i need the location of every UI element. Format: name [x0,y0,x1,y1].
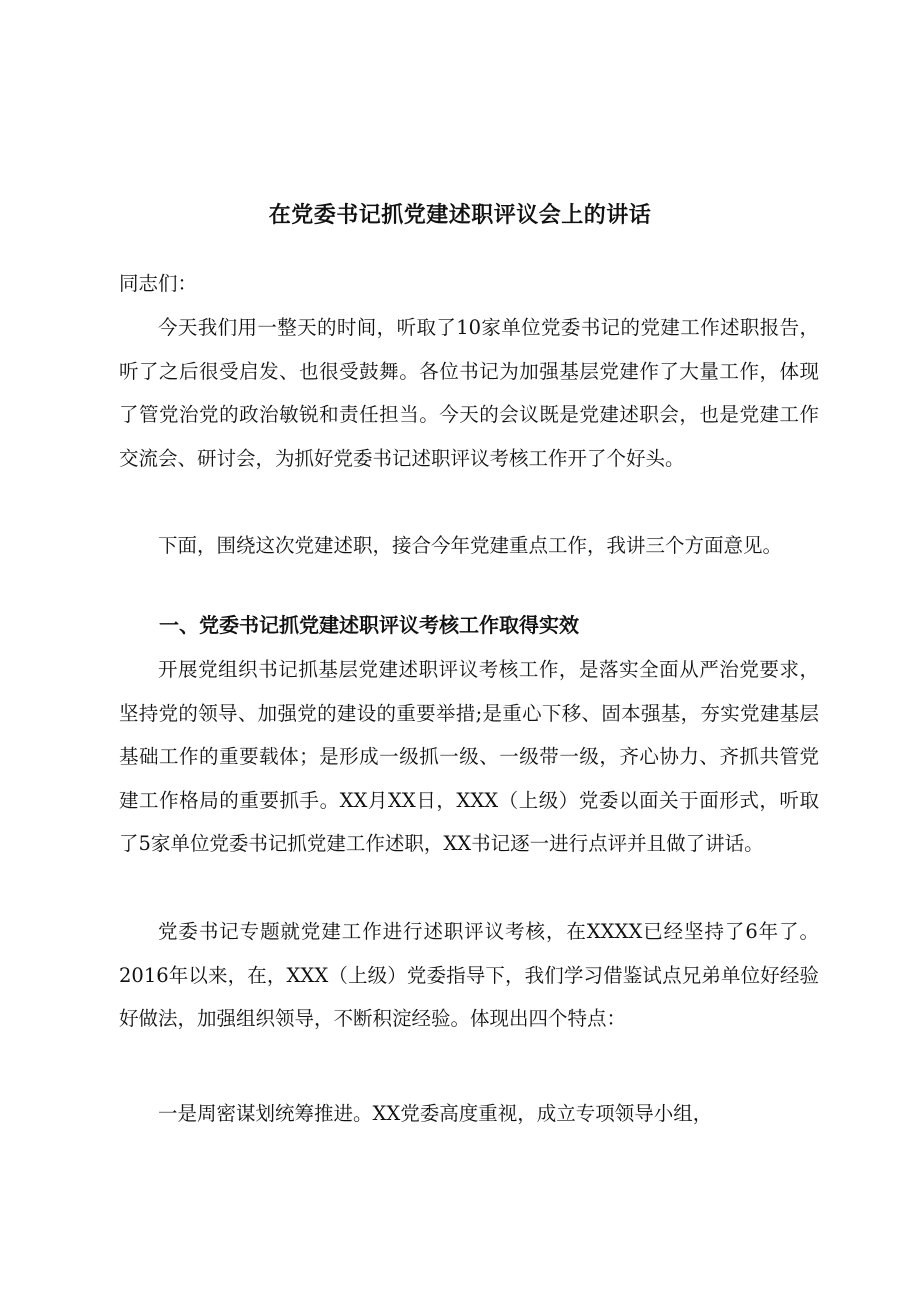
paragraph-section1-history: 党委书记专题就党建工作进行述职评议考核，在XXXX已经坚持了6年了。2016年以来，在，XXX（上级）党委指导下，我们学习借鉴试点兄弟单位好经验好做法，加强组织领导，不断积淀经验。体现出四个特点： [119,920,819,1031]
paragraph-outline: 下面，围绕这次党建述职，接合今年党建重点工作，我讲三个方面意见。 [158,534,783,557]
document-title: 在党委书记抓党建述职评议会上的讲话 [268,203,652,228]
paragraph-section1-point1: 一是周密谋划统筹推进。XX党委高度重视，成立专项领导小组， [158,1102,713,1125]
paragraph-section1-intro: 开展党组织书记抓基层党建述职评议考核工作，是落实全面从严治党要求，坚持党的领导、加强党的建设的重要举措;是重心下移、固本强基，夯实党建基层基础工作的重要载体；是形成一级抓一级、一级带一级，齐心协力、齐抓共管党建工作格局的重要抓手。XX月XX日，XXX（上级）党委以面关于面形式，听取了5家单位党委书记抓党建工作述职，XX书记逐一进行点评并且做了讲话。 [119,658,819,856]
salutation: 同志们： [119,272,198,295]
section-heading-1: 一、党委书记抓党建述职评议考核工作取得实效 [159,613,579,637]
paragraph-opening: 今天我们用一整天的时间，听取了10家单位党委书记的党建工作述职报告，听了之后很受启发、也很受鼓舞。各位书记为加强基层党建作了大量工作，体现了管党治党的政治敏锐和责任担当。今天的会议既是党建述职会，也是党建工作交流会、研讨会，为抓好党委书记述职评议考核工作开了个好头。 [119,316,819,470]
